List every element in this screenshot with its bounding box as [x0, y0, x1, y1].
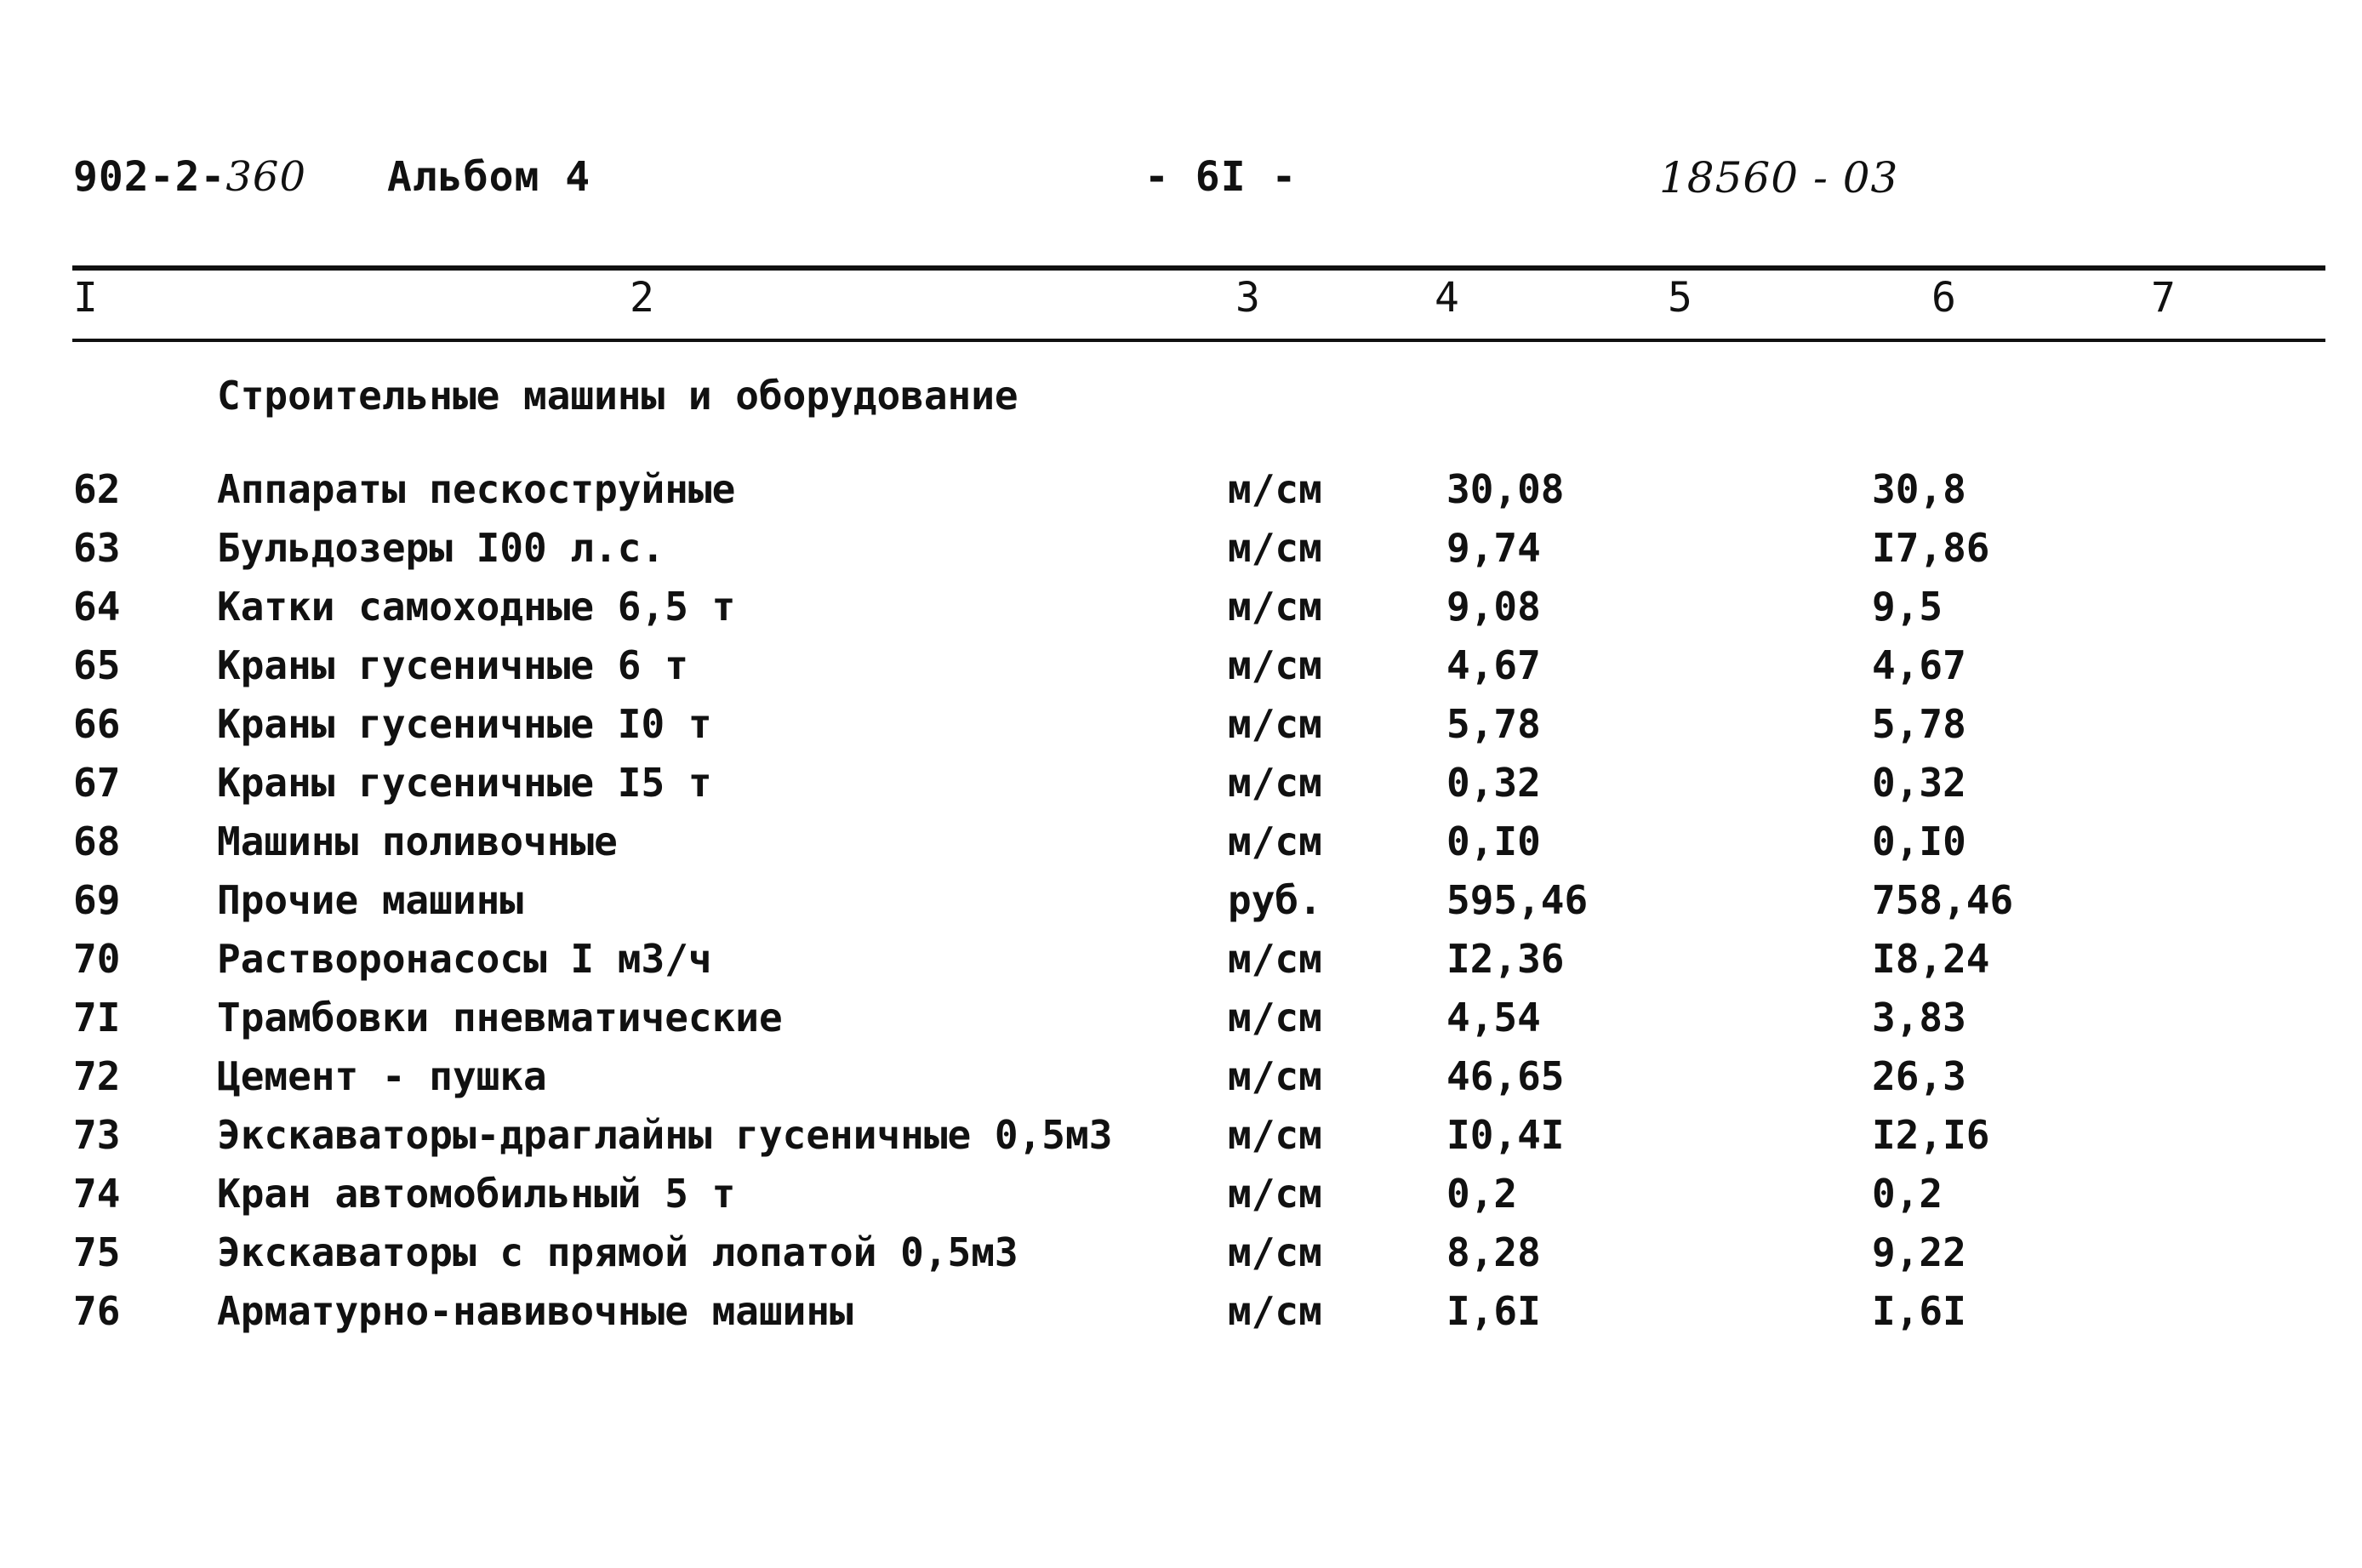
table-row — [0, 1053, 2362, 1112]
column-number-1: I — [73, 274, 98, 322]
row-unit: м/см — [1228, 701, 1322, 747]
table-row — [0, 1288, 2362, 1347]
row-unit: руб. — [1228, 877, 1322, 923]
table-row — [0, 1229, 2362, 1288]
row-col4-value: 46,65 — [1446, 1053, 1565, 1099]
row-name: Растворонасосы I м3/ч — [217, 936, 712, 982]
row-col6-value: 0,I0 — [1872, 818, 1966, 864]
row-col4-value: 0,32 — [1446, 760, 1541, 806]
table-row — [0, 818, 2362, 877]
table-row — [0, 1112, 2362, 1171]
row-col4-value: 0,I0 — [1446, 818, 1541, 864]
row-col6-value: 3,83 — [1872, 995, 1966, 1041]
row-col4-value: 5,78 — [1446, 701, 1541, 747]
row-col4-value: 0,2 — [1446, 1171, 1518, 1217]
row-col4-value: 595,46 — [1446, 877, 1589, 923]
row-name: Катки самоходные 6,5 т — [217, 584, 736, 630]
row-col6-value: I,6I — [1872, 1288, 1966, 1334]
row-col4-value: 8,28 — [1446, 1229, 1541, 1275]
row-number: 63 — [73, 525, 121, 571]
album-label: Альбом 4 — [387, 153, 591, 201]
row-unit: м/см — [1228, 760, 1322, 806]
row-number: 65 — [73, 642, 121, 688]
column-number-5: 5 — [1668, 274, 1692, 322]
table-row — [0, 995, 2362, 1053]
row-unit: м/см — [1228, 995, 1322, 1041]
row-unit: м/см — [1228, 1288, 1322, 1334]
table-header-rule — [72, 339, 2325, 342]
row-number: 72 — [73, 1053, 121, 1099]
row-number: 74 — [73, 1171, 121, 1217]
row-unit: м/см — [1228, 1171, 1322, 1217]
row-col6-value: 4,67 — [1872, 642, 1966, 688]
table-row — [0, 936, 2362, 995]
row-unit: м/см — [1228, 936, 1322, 982]
row-name: Кран автомобильный 5 т — [217, 1171, 736, 1217]
column-number-4: 4 — [1435, 274, 1459, 322]
row-name: Краны гусеничные I0 т — [217, 701, 712, 747]
row-col6-value: 0,2 — [1872, 1171, 1943, 1217]
page-number: - 6I - — [1144, 153, 1298, 201]
row-col6-value: 9,5 — [1872, 584, 1943, 630]
row-unit: м/см — [1228, 1112, 1322, 1158]
row-name: Цемент - пушка — [217, 1053, 547, 1099]
row-unit: м/см — [1228, 642, 1322, 688]
row-col4-value: I,6I — [1446, 1288, 1541, 1334]
row-number: 64 — [73, 584, 121, 630]
row-unit: м/см — [1228, 1053, 1322, 1099]
row-col6-value: 26,3 — [1872, 1053, 1966, 1099]
row-name: Прочие машины — [217, 877, 524, 923]
table-row — [0, 701, 2362, 760]
row-col4-value: I2,36 — [1446, 936, 1565, 982]
row-number: 75 — [73, 1229, 121, 1275]
row-col6-value: I2,I6 — [1872, 1112, 1990, 1158]
row-col6-value: 758,46 — [1872, 877, 2014, 923]
row-col4-value: 9,08 — [1446, 584, 1541, 630]
row-name: Краны гусеничные I5 т — [217, 760, 712, 806]
row-unit: м/см — [1228, 818, 1322, 864]
row-name: Машины поливочные — [217, 818, 618, 864]
document-code-prefix: 902-2- — [73, 153, 226, 201]
row-number: 70 — [73, 936, 121, 982]
table-row — [0, 1171, 2362, 1229]
row-col6-value: I8,24 — [1872, 936, 1990, 982]
row-col4-value: 4,54 — [1446, 995, 1541, 1041]
row-number: 76 — [73, 1288, 121, 1334]
row-col4-value: 4,67 — [1446, 642, 1541, 688]
row-number: 62 — [73, 466, 121, 512]
column-number-3: 3 — [1235, 274, 1260, 322]
table-row — [0, 466, 2362, 525]
row-unit: м/см — [1228, 584, 1322, 630]
row-name: Экскаваторы с прямой лопатой 0,5м3 — [217, 1229, 1018, 1275]
table-body — [0, 466, 2362, 1347]
row-col6-value: 30,8 — [1872, 466, 1966, 512]
table-top-rule-inner — [72, 269, 2325, 271]
archive-number: 18560 - 03 — [1659, 153, 1899, 202]
column-number-7: 7 — [2151, 274, 2176, 322]
row-col4-value: 30,08 — [1446, 466, 1565, 512]
row-number: 69 — [73, 877, 121, 923]
section-title: Строительные машины и оборудование — [217, 373, 1018, 419]
table-row — [0, 760, 2362, 818]
row-number: 7I — [73, 995, 121, 1041]
row-name: Бульдозеры I00 л.с. — [217, 525, 665, 571]
row-col4-value: 9,74 — [1446, 525, 1541, 571]
row-name: Аппараты пескоструйные — [217, 466, 736, 512]
row-unit: м/см — [1228, 1229, 1322, 1275]
document-code — [73, 153, 306, 201]
column-number-2: 2 — [630, 274, 654, 322]
row-name: Арматурно-навивочные машины — [217, 1288, 853, 1334]
row-unit: м/см — [1228, 466, 1322, 512]
row-col6-value: 9,22 — [1872, 1229, 1966, 1275]
column-number-6: 6 — [1931, 274, 1956, 322]
table-row — [0, 525, 2362, 584]
row-col6-value: 0,32 — [1872, 760, 1966, 806]
row-name: Трамбовки пневматические — [217, 995, 783, 1041]
row-number: 67 — [73, 760, 121, 806]
row-col4-value: I0,4I — [1446, 1112, 1565, 1158]
document-code-handwritten: 360 — [225, 153, 307, 201]
row-name: Краны гусеничные 6 т — [217, 642, 688, 688]
row-number: 66 — [73, 701, 121, 747]
row-col6-value: I7,86 — [1872, 525, 1990, 571]
row-number: 73 — [73, 1112, 121, 1158]
table-row — [0, 642, 2362, 701]
row-number: 68 — [73, 818, 121, 864]
row-col6-value: 5,78 — [1872, 701, 1966, 747]
table-row — [0, 877, 2362, 936]
table-row — [0, 584, 2362, 642]
row-name: Экскаваторы-драглайны гусеничные 0,5м3 — [217, 1112, 1113, 1158]
row-unit: м/см — [1228, 525, 1322, 571]
